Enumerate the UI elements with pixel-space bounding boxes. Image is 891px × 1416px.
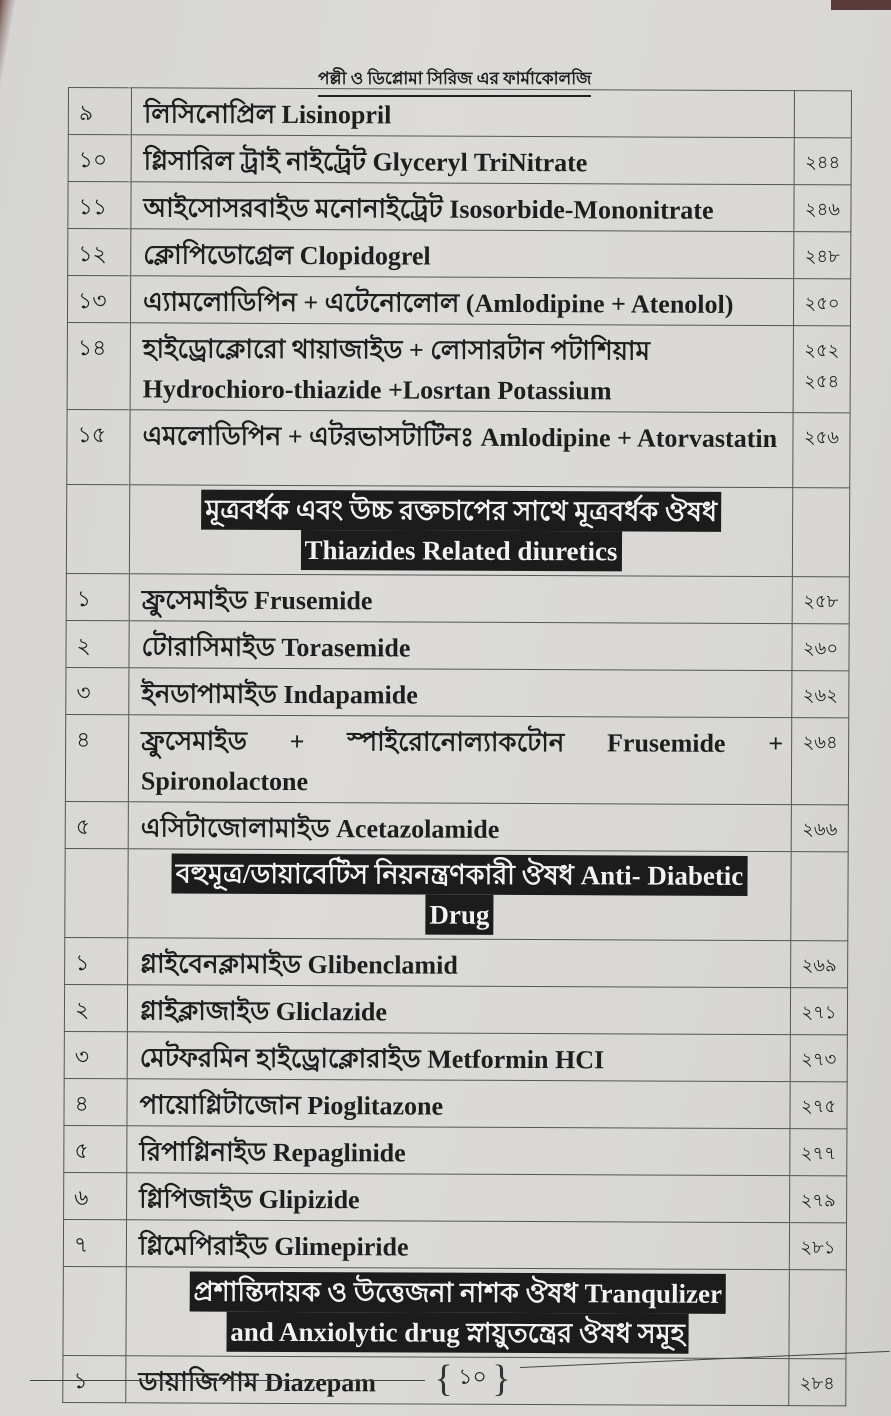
section-heading	[126, 1267, 789, 1359]
row-number: ১২	[68, 229, 131, 276]
row-number: ৬	[64, 1172, 127, 1219]
page-reference	[794, 91, 851, 138]
row-number: ৭	[63, 1219, 126, 1266]
drug-name: ক্লোপিডোগ্রেল Clopidogrel	[131, 229, 794, 279]
drug-name: পায়োগ্লিটাজোন Pioglitazone	[127, 1079, 790, 1129]
section-heading-line: বহুমূত্র/ডায়াবেটিস নিয়নন্ত্রণকারী ঔষধ Anti- Diabetic	[172, 853, 748, 896]
drug-name: এমলোডিপিন + এটরভাসটাটিনঃ Amlodipine + Atorvastatin	[130, 410, 793, 488]
running-head: পল্লী ও ডিপ্লোমা সিরিজ এর ফার্মাকোলজি	[318, 66, 591, 97]
page-reference: ২৭৩	[790, 1035, 847, 1082]
drug-row	[66, 620, 849, 670]
page-reference: ২৪৪	[794, 138, 851, 185]
row-number: ১	[65, 937, 128, 984]
drug-row	[68, 88, 851, 138]
drug-name: আইসোসরবাইড মনোনাইট্রেট Isosorbide-Mononitrate	[131, 182, 794, 232]
drug-name: রিপাগ্লিনাইড Repaglinide	[127, 1126, 790, 1176]
section-header-row	[63, 1266, 846, 1358]
drug-name: ইনডাপামাইড Indapamide	[129, 668, 792, 718]
contents-table	[62, 87, 852, 1406]
left-brace: {	[434, 1358, 453, 1400]
drug-row	[64, 1031, 847, 1081]
drug-row	[68, 182, 851, 232]
page-reference: ২৫২ ২৫৪	[793, 326, 850, 413]
drug-name: হাইড্রোক্লোরো থায়াজাইড + লোসারটান পটাশিয়াম Hydrochioro-thiazide +Losrtan Potassium	[130, 323, 793, 413]
drug-row	[65, 801, 848, 851]
page-reference: ২৬৬	[791, 805, 848, 852]
drug-row	[67, 322, 850, 412]
row-number: ১১	[68, 182, 131, 229]
drug-row	[66, 573, 849, 623]
page-reference: ২৫৮	[792, 577, 849, 624]
drug-name: গ্লিপিজাইড Glipizide	[127, 1173, 790, 1223]
section-heading	[128, 849, 791, 941]
page-reference: ২৪৬	[794, 185, 851, 232]
row-number: ৩	[66, 667, 129, 714]
page-reference: ২৬৯	[791, 941, 848, 988]
section-heading-line: মূত্রবর্ধক এবং উচ্চ রক্তচাপের সাথে মূত্রবর্ধক ঔষধ	[201, 490, 721, 532]
right-brace: }	[492, 1358, 511, 1400]
row-number: ৪	[65, 714, 128, 801]
row-number: ১	[63, 1355, 126, 1402]
drug-row	[64, 1125, 847, 1175]
page-reference: ২৫০	[793, 279, 850, 326]
drug-name: গ্লিমেপিরাইড Glimepiride	[126, 1220, 789, 1270]
page-reference: ২৮৪	[789, 1359, 846, 1406]
drug-row	[65, 937, 848, 987]
section-header-row	[66, 484, 849, 576]
page-number-text: ১০	[458, 1364, 487, 1390]
drug-name: মেটফরমিন হাইড্রোক্লোরাইড Metformin HCI	[127, 1032, 790, 1082]
page-number-cell	[789, 1270, 846, 1359]
row-number-cell	[66, 484, 129, 573]
drug-row	[66, 667, 849, 717]
footer-rule-left	[30, 1380, 425, 1381]
section-header-row	[65, 848, 848, 940]
row-number: ১	[66, 573, 129, 620]
row-number: ৫	[65, 801, 128, 848]
row-number-cell	[65, 848, 128, 937]
page-reference: ২৬০	[792, 624, 849, 671]
row-number: ১৩	[67, 276, 130, 323]
page-reference: ২৭১	[790, 988, 847, 1035]
row-number: ১০	[68, 135, 131, 182]
row-number: ১৫	[67, 409, 130, 484]
page-reference: ২৫৬	[793, 413, 850, 488]
page-reference: ২৮১	[789, 1223, 846, 1270]
drug-name: টোরাসিমাইড Torasemide	[129, 621, 792, 671]
drug-row	[68, 229, 851, 279]
section-heading-line: Drug	[425, 895, 493, 935]
drug-row	[65, 714, 848, 804]
row-number: ৯	[68, 88, 131, 135]
drug-row	[64, 984, 847, 1034]
page-reference: ২৭৯	[790, 1176, 847, 1223]
section-heading-line: প্রশান্তিদায়ক ও উত্তেজনা নাশক ঔষধ Tranqulizer	[189, 1272, 726, 1314]
page-reference: ২৬২	[792, 671, 849, 718]
drug-name: গ্লিসারিল ট্রাই নাইট্রেট Glyceryl TriNitrate	[131, 135, 794, 185]
row-number: ৫	[64, 1125, 127, 1172]
page-corner	[831, 0, 891, 10]
page-reference: ২৬৪	[791, 718, 848, 805]
row-number: ২	[64, 984, 127, 1031]
page-number	[425, 1357, 520, 1401]
section-heading-line: Thiazides Related diuretics	[300, 530, 621, 571]
drug-row	[64, 1172, 847, 1222]
drug-row	[63, 1219, 846, 1269]
drug-name: গ্লাইক্লাজাইড Gliclazide	[127, 985, 790, 1035]
drug-row	[68, 135, 851, 185]
page-number-cell	[792, 488, 849, 577]
section-heading	[129, 485, 792, 577]
row-number: ৪	[64, 1078, 127, 1125]
page-footer	[0, 1355, 891, 1405]
drug-row	[67, 409, 850, 487]
drug-name: গ্লাইবেনক্লামাইড Glibenclamid	[128, 938, 791, 988]
row-number: ৩	[64, 1031, 127, 1078]
page-number-cell	[791, 852, 848, 941]
drug-name: এ্যামলোডিপিন + এটেনোলোল (Amlodipine + Atenolol)	[130, 276, 793, 326]
page-reference: ২৭৫	[790, 1082, 847, 1129]
page-reference: ২৪৮	[794, 232, 851, 279]
page-reference: ২৭৭	[790, 1129, 847, 1176]
section-heading-line: and Anxiolytic drug স্নায়ুতন্ত্রের ঔষধ সমূহ	[226, 1312, 689, 1354]
row-number-cell	[63, 1266, 126, 1355]
row-number: ২	[66, 620, 129, 667]
drug-row	[67, 276, 850, 326]
drug-name: ডায়াজিপাম Diazepam	[126, 1356, 789, 1406]
row-number: ১৪	[67, 322, 130, 409]
drug-name: লিসিনোপ্রিল Lisinopril	[131, 88, 794, 138]
drug-name: ফ্রুসেমাইড + স্পাইরোনোল্যাকটোন Frusemide + Spironolactone	[128, 715, 791, 805]
drug-name: ফ্রুসেমাইড Frusemide	[129, 574, 792, 624]
drug-name: এসিটাজোলামাইড Acetazolamide	[128, 802, 791, 852]
drug-row	[64, 1078, 847, 1128]
